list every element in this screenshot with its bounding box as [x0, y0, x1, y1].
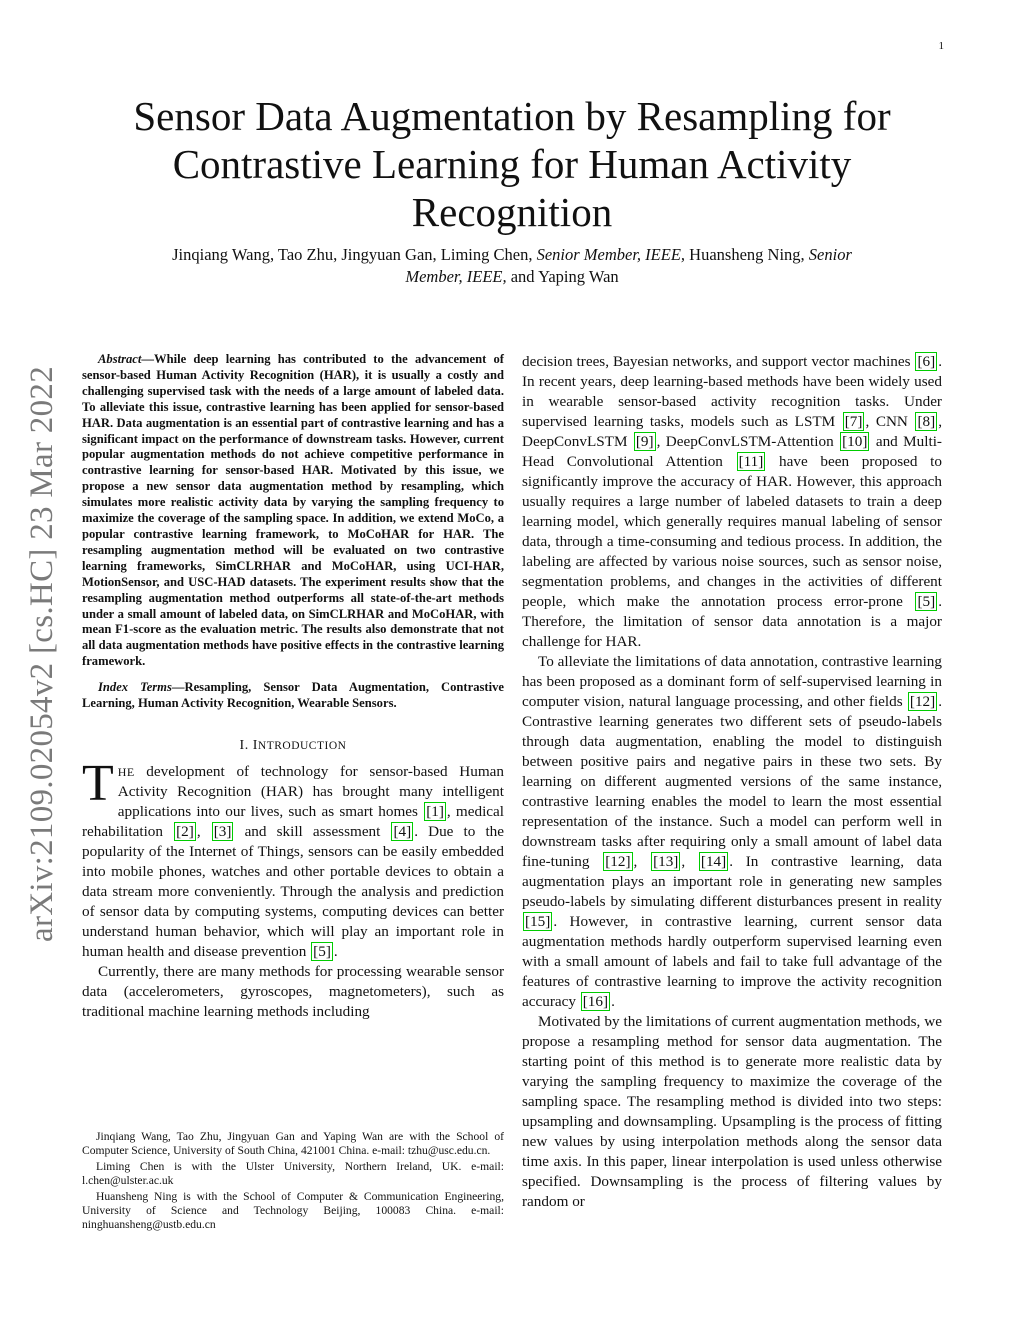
- citation-link[interactable]: [5]: [313, 942, 331, 960]
- body-text: . Therefore, the limitation of sensor data annotation is a major challenge for HAR.: [522, 593, 942, 650]
- citation-link[interactable]: [15]: [525, 913, 551, 930]
- citation-link[interactable]: [3]: [213, 822, 232, 840]
- author-role: Senior Member, IEEE,: [536, 245, 686, 264]
- abstract-lead: Abstract: [98, 352, 142, 366]
- body-text: , DeepConvLSTM: [522, 413, 942, 450]
- footnote: Jinqiang Wang, Tao Zhu, Jingyuan Gan and Yaping Wan are with the School of Computer Science, University of South China, 421001 China. e-mail: tzhu@usc.edu.cn.: [82, 1130, 504, 1158]
- arxiv-stamp[interactable]: arXiv:2109.02054v2 [cs.HC] 23 Mar 2022: [24, 366, 60, 942]
- body-text: , medical rehabilitation: [82, 802, 504, 840]
- citation-link[interactable]: [11]: [738, 453, 764, 470]
- body-text: development of technology for sensor-based Human Activity Recognition (HAR) has brought many intelligent applications into our lives, such as smart homes: [117, 762, 504, 820]
- body-text: To alleviate the limitations of data annotation, contrastive learning has been proposed as a dominant form of self-supervised learning in computer vision, natural language processing, and other fields: [522, 653, 942, 710]
- body-text: .: [333, 942, 338, 960]
- citation-link[interactable]: [16]: [582, 993, 609, 1010]
- author-role: Senior: [808, 245, 852, 264]
- index-terms: [82, 680, 504, 712]
- citation-link[interactable]: [2]: [176, 822, 194, 840]
- body-text: , CNN: [865, 413, 915, 430]
- section-numeral: I.: [239, 737, 253, 753]
- left-column: [82, 352, 504, 1022]
- author-names: Huansheng Ning,: [689, 245, 805, 264]
- body-text: ,: [196, 822, 211, 840]
- paper-title: [100, 92, 924, 236]
- footnote: Huansheng Ning is with the School of Computer & Communication Engineering, University of Science and Technology Beijing, 100083 China. e-mail: ninghuansheng@ustb.edu.cn: [82, 1189, 504, 1232]
- abstract-text: —While deep learning has contributed to the advancement of sensor-based Human Activity Recognition (HAR), it is usually a costly and challenging supervised task with the needs of a large amount of labeled data. To alleviate this issue, contrastive learning has been applied for sensor-based HAR. Data augmentation is an essential part of contrastive learning and has a significant impact on the performance of downstream tasks. However, current popular augmentation methods do not achieve competitive performance in contrastive learning for sensor-based HAR. Motivated by this issue, we propose a new sensor data augmentation method by resampling, which simulates more realistic activity data by varying the sampling frequency to maximize the coverage of the sampling space. In addition, we extend MoCo, a popular contrastive learning framework, to MoCoHAR for HAR. The resampling augmentation method will be evaluated on two contrastive learning frameworks, SimCLRHAR and MoCoHAR, using UCI-HAR, MotionSensor, and USC-HAD datasets. The experiment results show that the resampling augmentation method outperforms all state-of-the-art methods under a small amount of labeled data, on SimCLRHAR and MoCoHAR, with mean F1-score as the evaluation metric. The results also demonstrate that not all data augmentation methods have positive effects in the contrastive learning framework.: [82, 352, 504, 669]
- author-role: Member, IEEE,: [405, 267, 507, 286]
- body-text: have been proposed to significantly improve the accuracy of HAR. However, this approach usually requires a large number of labeled datasets to train a deep learning model, which generally requires manual labeling of sensor data, through a time-consuming and tedious process. In addition, the labeling are affected by various noise sources, such as sensor noise, segmentation problems, and changes in the activities of different people, which make the annotation process error-prone: [522, 453, 942, 610]
- body-text: ,: [633, 853, 651, 870]
- body-text: , DeepConvLSTM-Attention: [656, 433, 840, 450]
- author-names: Jinqiang Wang, Tao Zhu, Jingyuan Gan, Liming Chen,: [172, 245, 533, 264]
- citation-link[interactable]: [10]: [842, 433, 868, 450]
- author-names: and Yaping Wan: [510, 267, 619, 286]
- title-line: Sensor Data Augmentation by Resampling for: [133, 93, 891, 139]
- footnotes: [82, 1130, 504, 1234]
- body-text: and skill assessment: [234, 822, 391, 840]
- drop-cap: T: [82, 754, 114, 812]
- title-line: Contrastive Learning for Human Activity: [172, 141, 852, 187]
- body-text: . In recent years, deep learning-based methods have been widely used in wearable sensor-based activity recognition tasks. Under supervised learning tasks, models such as LSTM: [522, 353, 942, 430]
- section-initial: I: [252, 737, 258, 753]
- author-line: [100, 266, 924, 288]
- body-text: decision trees, Bayesian networks, and support vector machines: [522, 353, 915, 370]
- small-caps-word: HE: [117, 764, 135, 779]
- citation-link[interactable]: [5]: [917, 593, 936, 610]
- title-line: Recognition: [411, 189, 613, 235]
- body-text: .: [611, 993, 615, 1010]
- body-paragraph: [522, 352, 942, 652]
- author-line: [100, 244, 924, 266]
- intro-paragraph: Currently, there are many methods for processing wearable sensor data (accelerometers, gyroscopes, magnetometers), such as traditional machine learning methods including: [82, 962, 504, 1020]
- citation-link[interactable]: [12]: [909, 693, 936, 710]
- intro-paragraph: [82, 754, 505, 962]
- index-terms-text: —Resampling, Sensor Data Augmentation, Contrastive Learning, Human Activity Recognition, Wearable Sensors.: [82, 680, 504, 711]
- body-text: . Due to the popularity of the Internet of Things, sensors can be easily embedded into mobile phones, watches and other portable devices to obtain a data stream more conveniently. Through the analysis and prediction of sensor data by computing systems, computing devices can better understand human behavior, which will play an important role in human health and disease prevention: [82, 822, 505, 960]
- citation-link[interactable]: [7]: [844, 413, 863, 430]
- body-text: . However, in contrastive learning, current sensor data augmentation methods hardly outperform supervised learning even with a small amount of labels and fail to take full advantage of the features of contrastive learning to improve the activity recognition accuracy: [522, 913, 942, 1010]
- body-text: . In contrastive learning, data augmentation plays an important role in generating new samples pseudo-labels by simulating different disturbances present in reality: [522, 853, 943, 910]
- footnote: Liming Chen is with the Ulster University, Northern Ireland, UK. e-mail: l.chen@ulster.ac.uk: [82, 1159, 504, 1188]
- index-terms-lead: Index Terms: [98, 680, 172, 695]
- citation-link[interactable]: [14]: [700, 853, 727, 870]
- citation-link[interactable]: [6]: [917, 353, 936, 370]
- citation-link[interactable]: [12]: [605, 853, 631, 870]
- abstract: [82, 352, 504, 670]
- citation-link[interactable]: [4]: [393, 822, 412, 840]
- body-paragraph: [522, 652, 942, 1012]
- page-number: 1: [938, 40, 944, 52]
- section-title-rest: NTRODUCTION: [257, 739, 347, 752]
- right-column: [522, 352, 942, 1212]
- body-text: ,: [681, 853, 698, 870]
- author-list: [100, 244, 924, 288]
- body-paragraph: Motivated by the limitations of current augmentation methods, we propose a resampling method for sensor data augmentation. The starting point of this method is to generate more realistic data by varying the sampling frequency to maximize the coverage of the sampling space. The resampling method is divided into two steps: upsampling and downsampling. Upsampling is the process of fitting new values by using interpolation methods along the sensor data time axis. In this paper, linear interpolation is used unless otherwise specified. Downsampling is the process of filtering values by random or: [522, 1013, 942, 1210]
- citation-link[interactable]: [9]: [635, 433, 654, 450]
- section-heading: [82, 738, 504, 754]
- body-text: and Multi-Head Convolutional Attention: [522, 433, 942, 470]
- body-text: . Contrastive learning generates two different sets of pseudo-labels through data augmentation, enabling the model to distinguish between positive pairs and negative pairs in these two sets. By learning on different augmented versions of the same instance, contrastive learning enables the model to learn the most essential representation of the instance. Such a model can perform well in downstream tasks after requiring only a small amount of label data fine-tuning: [522, 693, 942, 870]
- citation-link[interactable]: [13]: [653, 853, 679, 870]
- citation-link[interactable]: [8]: [917, 413, 936, 430]
- citation-link[interactable]: [1]: [426, 802, 444, 820]
